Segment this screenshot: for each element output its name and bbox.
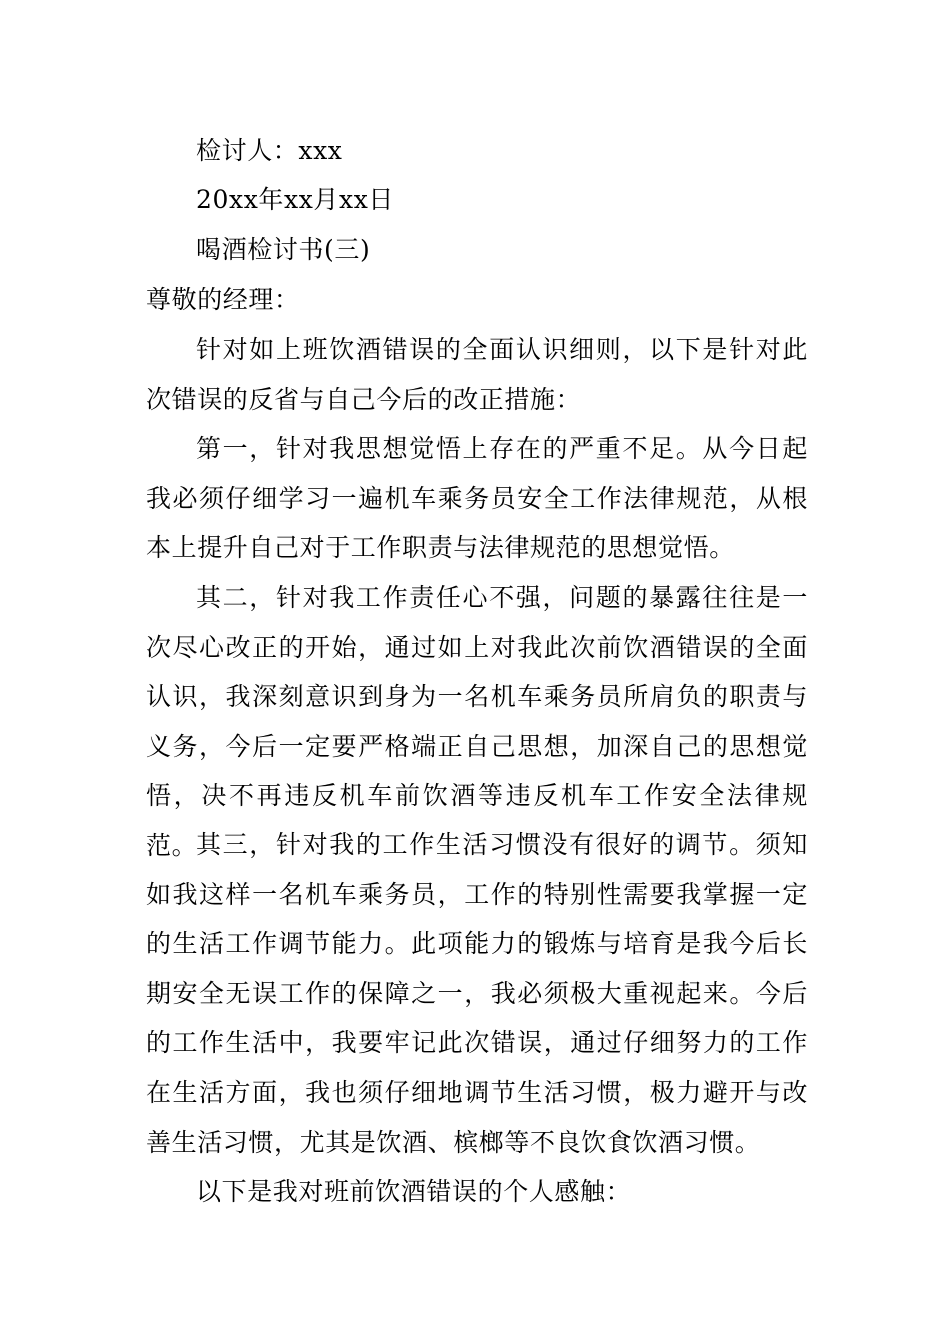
paragraph-third: 其三，针对我的工作生活习惯没有很好的调节。须知如我这样一名机车乘务员，工作的特别性需要我掌握一定的生活工作调节能力。此项能力的锻炼与培育是我今后长期安全无误工作的保障之一，我必须极大重视起来。今后的工作生活中，我要牢记此次错误，通过仔细努力的工作在生活方面，我也须仔细地调节生活习惯，极力避开与改善生活习惯，尤其是饮酒、槟榔等不良饮食饮酒习惯。: [146, 830, 808, 1157]
salutation: 尊敬的经理：: [146, 285, 300, 314]
paragraph-first: 第一，针对我思想觉悟上存在的严重不足。从今日起我必须仔细学习一遍机车乘务员安全工作法律规范，从根本上提升自己对于工作职责与法律规范的思想觉悟。: [146, 434, 808, 563]
date-line: 20xx年xx月xx日: [196, 185, 395, 214]
paragraph-closing: 以下是我对班前饮酒错误的个人感触：: [196, 1177, 632, 1206]
paragraph-intro: 针对如上班饮酒错误的全面认识细则，以下是针对此次错误的反省与自己今后的改正措施：: [146, 335, 808, 414]
paragraph-second: 其二，针对我工作责任心不强，问题的暴露往往是一次尽心改正的开始，通过如上对我此次前饮酒错误的全面认识，我深刻意识到身为一名机车乘务员所肩负的职责与义务，今后一定要严格端正自己思想，加深自己的思想觉悟，决不再违反机车前饮酒等违反机车工作安全法律规范。: [146, 583, 808, 860]
section-title: 喝酒检讨书(三): [196, 235, 371, 264]
signature-line: 检讨人：xxx: [196, 136, 343, 165]
